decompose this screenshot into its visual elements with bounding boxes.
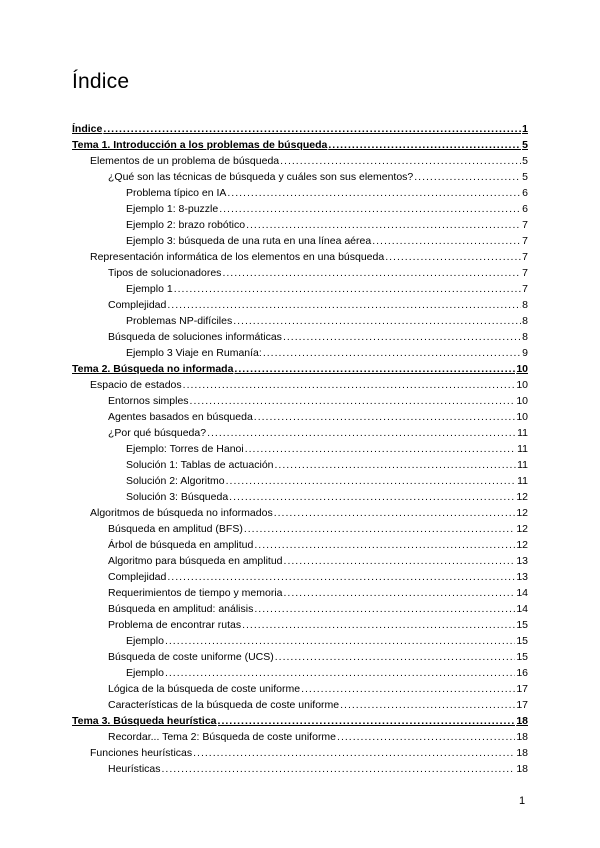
toc-entry[interactable] [72, 745, 528, 761]
toc-dot-leader [328, 137, 521, 153]
table-of-contents [72, 121, 528, 777]
toc-entry[interactable] [72, 361, 528, 377]
toc-entry-page: 7 [522, 251, 528, 263]
toc-dot-leader [242, 617, 515, 633]
toc-entry[interactable] [72, 153, 528, 169]
toc-dot-leader [263, 345, 521, 361]
toc-entry-page: 5 [522, 155, 528, 167]
toc-entry-title: Búsqueda en amplitud: análisis [108, 603, 254, 615]
toc-dot-leader [222, 265, 521, 281]
toc-entry-page: 8 [522, 331, 528, 343]
toc-entry[interactable] [72, 265, 528, 281]
toc-entry-page: 7 [522, 267, 528, 279]
toc-entry-title: Funciones heurísticas [90, 747, 193, 759]
toc-dot-leader [337, 729, 515, 745]
toc-entry-page: 8 [522, 299, 528, 311]
toc-entry[interactable] [72, 281, 528, 297]
toc-entry[interactable] [72, 505, 528, 521]
toc-entry-title: Ejemplo 3 Viaje en Rumanía: [126, 347, 262, 359]
toc-entry[interactable] [72, 441, 528, 457]
toc-dot-leader [162, 761, 516, 777]
toc-entry-page: 10 [516, 411, 528, 423]
toc-entry[interactable] [72, 729, 528, 745]
toc-entry[interactable] [72, 697, 528, 713]
toc-entry[interactable] [72, 393, 528, 409]
toc-entry[interactable] [72, 201, 528, 217]
toc-dot-leader [226, 473, 516, 489]
toc-entry-title: Ejemplo 1: 8-puzzle [126, 203, 219, 215]
toc-dot-leader [227, 185, 521, 201]
toc-dot-leader [183, 377, 516, 393]
toc-entry-page: 9 [522, 347, 528, 359]
toc-entry-page: 11 [517, 475, 528, 487]
toc-entry-page: 18 [516, 715, 528, 727]
toc-entry[interactable] [72, 457, 528, 473]
toc-entry-page: 13 [516, 555, 528, 567]
toc-entry-page: 18 [516, 731, 528, 743]
toc-entry-title: Problema típico en IA [126, 187, 227, 199]
toc-entry-title: Ejemplo 3: búsqueda de una ruta en una línea aérea [126, 235, 372, 247]
toc-entry[interactable] [72, 297, 528, 313]
toc-entry[interactable] [72, 649, 528, 665]
toc-entry-page: 10 [516, 363, 528, 375]
toc-entry-title: Lógica de la búsqueda de coste uniforme [108, 683, 301, 695]
toc-dot-leader [103, 121, 521, 137]
toc-entry-title: Solución 2: Algoritmo [126, 475, 225, 487]
toc-entry[interactable] [72, 761, 528, 777]
toc-entry-title: Ejemplo [126, 635, 164, 647]
toc-entry[interactable] [72, 633, 528, 649]
toc-entry-page: 7 [522, 235, 528, 247]
toc-entry[interactable] [72, 169, 528, 185]
toc-dot-leader [246, 217, 521, 233]
toc-entry[interactable] [72, 409, 528, 425]
toc-entry-title: Características de la búsqueda de coste uniforme [108, 699, 340, 711]
toc-dot-leader [229, 489, 515, 505]
toc-entry[interactable] [72, 233, 528, 249]
toc-entry[interactable] [72, 249, 528, 265]
toc-entry-page: 14 [516, 587, 528, 599]
toc-dot-leader [414, 169, 521, 185]
toc-entry[interactable] [72, 473, 528, 489]
toc-dot-leader [340, 697, 515, 713]
toc-entry-page: 18 [516, 747, 528, 759]
toc-dot-leader [280, 153, 521, 169]
toc-entry[interactable] [72, 601, 528, 617]
toc-entry-title: Ejemplo 2: brazo robótico [126, 219, 246, 231]
toc-entry[interactable] [72, 489, 528, 505]
toc-dot-leader [193, 745, 515, 761]
toc-entry[interactable] [72, 313, 528, 329]
toc-dot-leader [244, 521, 515, 537]
toc-entry-title: Complejidad [108, 571, 167, 583]
toc-entry[interactable] [72, 425, 528, 441]
toc-entry-title: ¿Por qué búsqueda? [108, 427, 207, 439]
toc-entry-title: Problemas NP-difíciles [126, 315, 233, 327]
toc-dot-leader [372, 233, 521, 249]
toc-entry-page: 18 [516, 763, 528, 775]
toc-entry[interactable] [72, 537, 528, 553]
toc-entry-title: Solución 3: Búsqueda [126, 491, 229, 503]
toc-entry-page: 12 [516, 523, 528, 535]
toc-dot-leader [284, 553, 516, 569]
toc-entry-page: 10 [516, 379, 528, 391]
toc-dot-leader [207, 425, 516, 441]
toc-entry-title: Tema 2. Búsqueda no informada [72, 363, 234, 375]
toc-entry[interactable] [72, 569, 528, 585]
toc-entry-page: 7 [522, 219, 528, 231]
toc-dot-leader [274, 505, 516, 521]
toc-entry-page: 7 [522, 283, 528, 295]
toc-dot-leader [284, 585, 516, 601]
toc-dot-leader [218, 713, 516, 729]
toc-entry-page: 12 [516, 539, 528, 551]
toc-entry-page: 15 [516, 651, 528, 663]
toc-entry-page: 11 [517, 443, 528, 455]
toc-entry-page: 14 [516, 603, 528, 615]
toc-entry-page: 12 [516, 491, 528, 503]
toc-entry-title: Tema 1. Introducción a los problemas de búsqueda [72, 139, 328, 151]
toc-entry[interactable] [72, 377, 528, 393]
toc-entry[interactable] [72, 329, 528, 345]
toc-entry-title: Agentes basados en búsqueda [108, 411, 253, 423]
toc-entry-page: 8 [522, 315, 528, 327]
toc-entry-title: Heurísticas [108, 763, 161, 775]
page-number: 1 [519, 795, 526, 807]
toc-entry-title: Tema 3. Búsqueda heurística [72, 715, 217, 727]
toc-entry-title: Algoritmo para búsqueda en amplitud [108, 555, 283, 567]
toc-entry-title: Búsqueda de coste uniforme (UCS) [108, 651, 274, 663]
toc-entry[interactable] [72, 617, 528, 633]
toc-dot-leader [234, 361, 515, 377]
toc-entry-title: Elementos de un problema de búsqueda [90, 155, 280, 167]
toc-dot-leader [174, 281, 521, 297]
toc-dot-leader [275, 457, 517, 473]
toc-entry[interactable] [72, 121, 528, 137]
toc-entry-title: Índice [72, 123, 103, 135]
toc-entry[interactable] [72, 681, 528, 697]
toc-entry-title: Recordar... Tema 2: Búsqueda de coste uniforme [108, 731, 337, 743]
toc-entry[interactable] [72, 665, 528, 681]
toc-entry-page: 5 [522, 171, 528, 183]
toc-entry-page: 15 [516, 635, 528, 647]
toc-entry[interactable] [72, 137, 528, 153]
toc-dot-leader [219, 201, 521, 217]
toc-entry[interactable] [72, 553, 528, 569]
toc-entry-title: Búsqueda en amplitud (BFS) [108, 523, 243, 535]
toc-entry-title: Algoritmos de búsqueda no informados [90, 507, 273, 519]
toc-dot-leader [167, 569, 515, 585]
toc-dot-leader [301, 681, 515, 697]
toc-entry[interactable] [72, 713, 528, 729]
toc-entry-page: 5 [522, 139, 528, 151]
toc-dot-leader [190, 393, 516, 409]
page-title: Índice [72, 70, 130, 93]
toc-entry-page: 17 [516, 699, 528, 711]
toc-dot-leader [254, 537, 515, 553]
toc-entry-title: Espacio de estados [90, 379, 182, 391]
toc-entry-page: 12 [516, 507, 528, 519]
toc-dot-leader [283, 329, 521, 345]
toc-entry-title: Tipos de solucionadores [108, 267, 222, 279]
toc-entry-page: 17 [516, 683, 528, 695]
toc-entry-page: 16 [516, 667, 528, 679]
toc-entry-page: 13 [516, 571, 528, 583]
toc-dot-leader [254, 601, 515, 617]
toc-entry-page: 15 [516, 619, 528, 631]
toc-entry[interactable] [72, 185, 528, 201]
toc-entry-title: Requerimientos de tiempo y memoria [108, 587, 283, 599]
toc-entry-title: Problema de encontrar rutas [108, 619, 242, 631]
toc-entry-title: Entornos simples [108, 395, 189, 407]
toc-entry[interactable] [72, 521, 528, 537]
toc-entry-title: Solución 1: Tablas de actuación [126, 459, 274, 471]
toc-entry-page: 1 [522, 123, 528, 135]
toc-entry[interactable] [72, 585, 528, 601]
toc-entry-title: Búsqueda de soluciones informáticas [108, 331, 282, 343]
toc-entry-page: 11 [517, 459, 528, 471]
toc-entry-page: 10 [516, 395, 528, 407]
toc-entry[interactable] [72, 345, 528, 361]
toc-dot-leader [167, 297, 521, 313]
toc-entry-title: Ejemplo [126, 667, 164, 679]
toc-dot-leader [165, 633, 515, 649]
toc-entry-title: Complejidad [108, 299, 167, 311]
toc-entry[interactable] [72, 217, 528, 233]
toc-dot-leader [275, 649, 516, 665]
toc-entry-page: 6 [522, 203, 528, 215]
toc-dot-leader [233, 313, 521, 329]
toc-entry-title: Ejemplo: Torres de Hanoi [126, 443, 244, 455]
toc-entry-page: 11 [517, 427, 528, 439]
toc-entry-title: Ejemplo 1 [126, 283, 173, 295]
toc-entry-title: Representación informática de los elementos en una búsqueda [90, 251, 385, 263]
toc-dot-leader [385, 249, 521, 265]
toc-dot-leader [254, 409, 516, 425]
toc-entry-title: Árbol de búsqueda en amplitud [108, 539, 254, 551]
toc-entry-page: 6 [522, 187, 528, 199]
toc-entry-title: ¿Qué son las técnicas de búsqueda y cuáles son sus elementos? [108, 171, 414, 183]
toc-dot-leader [245, 441, 516, 457]
toc-dot-leader [165, 665, 515, 681]
